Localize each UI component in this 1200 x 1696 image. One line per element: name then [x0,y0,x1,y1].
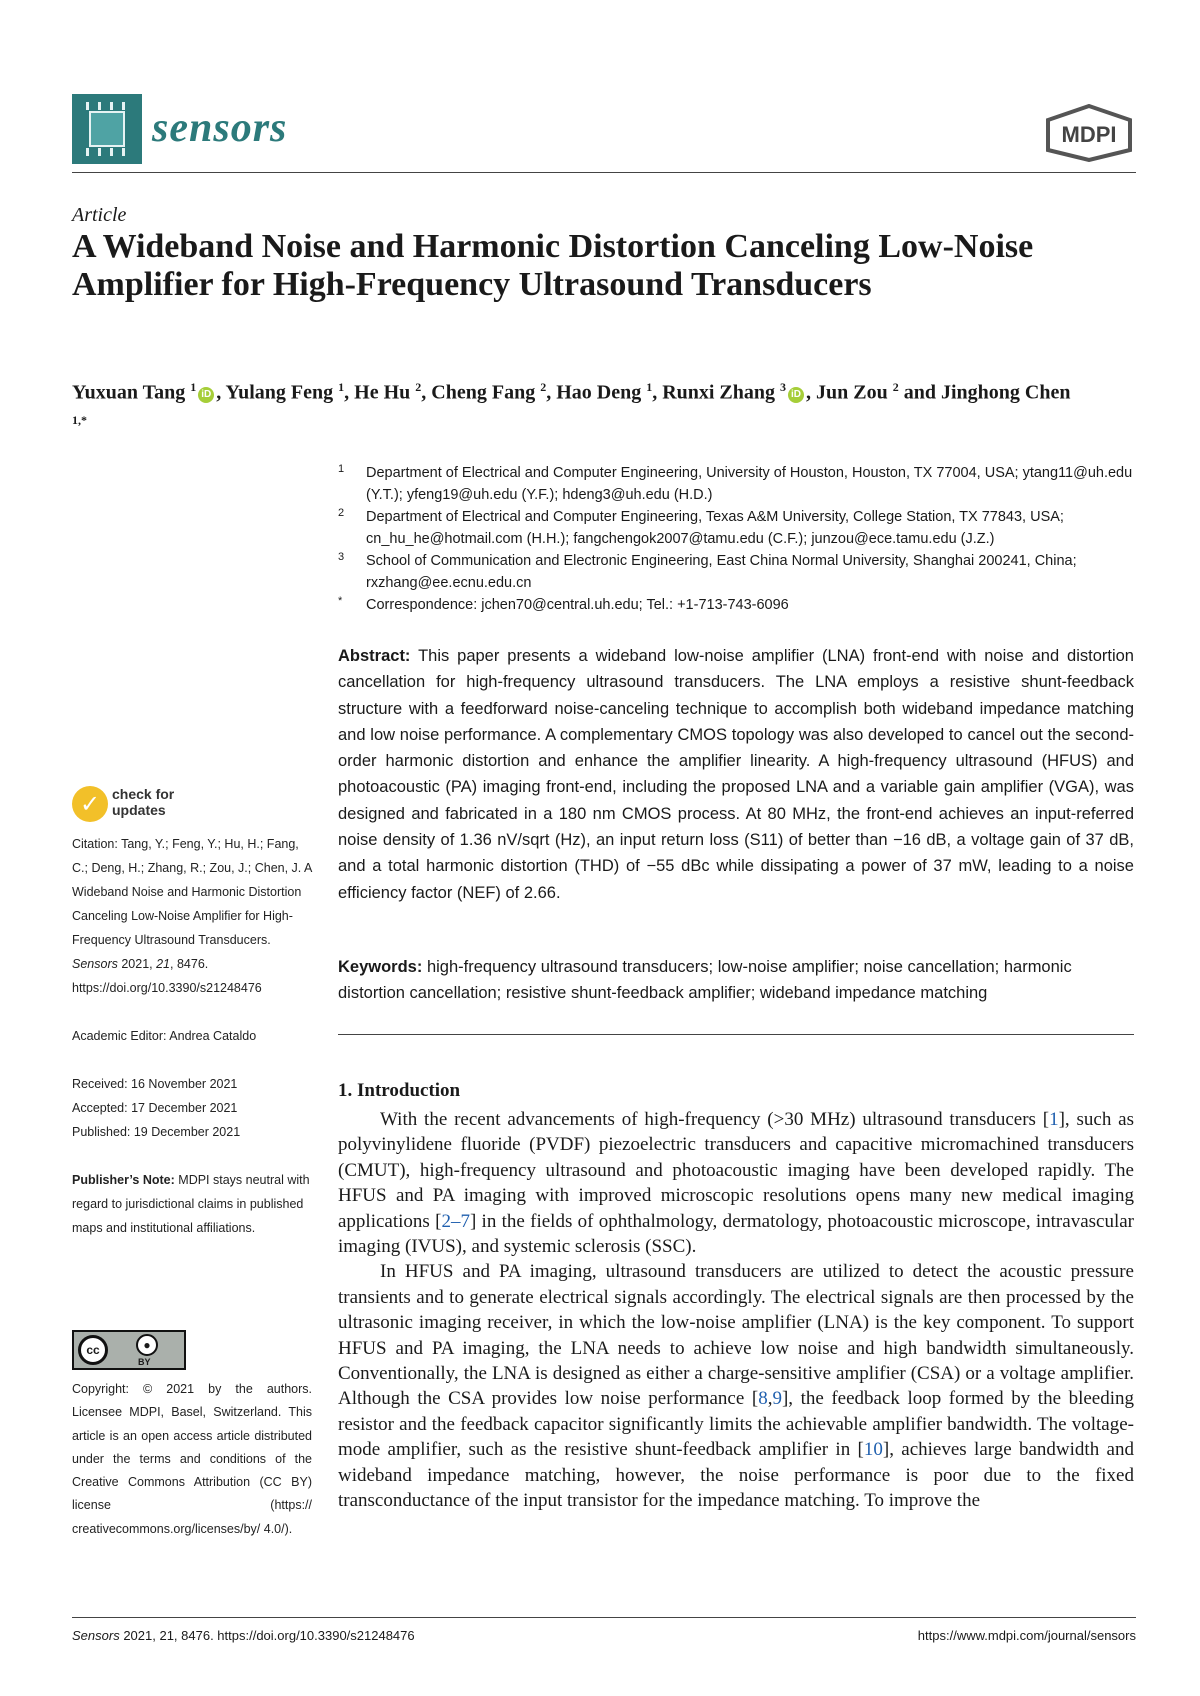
chip-pin [122,148,125,156]
author-affiliation-number: 1 [338,380,345,394]
ref-link-9[interactable]: 9 [772,1388,782,1410]
chip-pin [86,148,89,156]
author-affiliation-number: 2 [540,380,547,394]
intro-paragraph-1: With the recent advancements of high-frequency (>30 MHz) ultrasound transducers [1], such as polyvinylidene fluoride (PVDF) piezoelectric transducers and capacitive micromachined transducers (CMUT), high-frequency ultrasound and photoacoustic imaging have been developed rapidly. The HFUS and PA imaging with improved microscopic resolutions opens many new medical imaging applications [2–7] in the fields of ophthalmology, dermatology, photoacoustic microscope, intravascular imaging (IVUS), and systemic sclerosis (SSC). [338,1109,1134,1258]
person-icon: ● [136,1334,158,1356]
editor-label: Academic Editor: [72,1029,167,1043]
intro-paragraph-2: In HFUS and PA imaging, ultrasound transducers are utilized to detect the acoustic pressure transients and to generate electrical signals accordingly. The electrical signals are then processed by the ultrasonic imaging receiver, in which the low-noise amplifier (LNA) is the key component. To support HFUS and PA imaging, the LNA needs to achieve low noise and high bandwidth simultaneously. Conventionally, the LNA is designed as either a charge-sensitive amplifier (CSA) or a voltage amplifier. Although the CSA provides low noise performance [8,9], the feedback loop formed by the bleeding resistor and the feedback capacitor significantly limits the achievable amplifier bandwidth. The voltage-mode amplifier, such as the resistive shunt-feedback amplifier in [10], achieves large bandwidth and wideband impedance matching, however, the noise performance is poor due to the fixed transconductance of the input transistor for the impedance matching. To improve the [338,1261,1134,1512]
affiliation-item [338,594,1138,616]
author-affiliation-number: 1,* [72,412,87,427]
keywords-text: high-frequency ultrasound transducers; low-noise amplifier; noise cancellation; harmonic distortion cancellation; resistive shunt-feedback amplifier; wideband impedance matching [338,958,1072,1003]
editor-name: Andrea Cataldo [169,1029,257,1043]
chip-pin [122,102,125,110]
section-rule [338,1034,1134,1035]
citation-text: Tang, Y.; Feng, Y.; Hu, H.; Fang, C.; Deng, H.; Zhang, R.; Zou, J.; Chen, J. A Wideband Noise and Harmonic Distortion Canceling Low-Noise Amplifier for High-Frequency Ultrasound Transducers. [72,837,312,947]
orcid-icon[interactable]: iD [198,387,214,403]
article-type: Article [72,204,127,226]
by-label: BY [138,1357,151,1367]
chip-pin [98,148,101,156]
copyright-notice: Copyright: © 2021 by the authors. Licensee MDPI, Basel, Switzerland. This article is an open access article distributed under the terms and conditions of the Creative Commons Attribution (CC BY) license (https:// creativecommons.org/licenses/by/ 4.0/). [72,1382,312,1536]
abstract-label: Abstract: [338,647,411,665]
ref-link-10[interactable]: 10 [863,1439,883,1461]
author-list: Yuxuan Tang $^1$iD , Yulang Feng $^1$, He Hu $^2$, Cheng Fang $^2$, Hao Deng $^1$, Runxi Zhang $^3$iD , Jun Zou $^2$ and Jinghong Chen $^{1,*}$ [72,380,1071,427]
affiliation-item [338,506,1138,550]
academic-editor [72,1024,312,1048]
chip-pin [86,102,89,110]
affiliation-item [338,550,1138,594]
footer-citation-rest[interactable]: 2021, 21, 8476. https://doi.org/10.3390/s21248476 [123,1628,415,1643]
check-for-updates-text[interactable] [112,786,174,818]
keywords [338,954,1134,1007]
chip-pin [110,102,113,110]
citation-journal: Sensors [72,957,118,971]
check-icon: ✓ [80,790,101,818]
author-name: Jun Zou [816,381,893,404]
author-name: Hao Deng [556,381,647,404]
citation-year: 2021 [121,957,150,971]
author-name: Runxi Zhang [662,381,781,404]
affiliation-text: School of Communication and Electronic Engineering, East China Normal University, Shanghai 200241, China; rxzhang@ee.ecnu.edu.cn [366,553,1077,591]
author-affiliation-number: 2 [415,380,422,394]
author-name: Yulang Feng [225,381,339,404]
accepted-date: Accepted: 17 December 2021 [72,1101,238,1115]
citation-label: Citation: [72,837,118,851]
author-name: Jinghong Chen [941,381,1071,404]
paper-title: A Wideband Noise and Harmonic Distortion Canceling Low-Noise Amplifier for High-Frequency Ultrasound Transducers [72,228,1034,303]
journal-logo [72,94,142,164]
ref-link-1[interactable]: 1 [1049,1109,1059,1130]
mdpi-logo-text: MDPI [1061,122,1117,147]
publisher-note-text: MDPI stays neutral with regard to jurisdictional claims in published maps and institutional affiliations. [72,1173,310,1235]
footer-journal: Sensors [72,1628,120,1643]
section-heading: 1. Introduction [338,1080,461,1101]
author-name: He Hu [354,381,416,404]
affiliation-text: Department of Electrical and Computer Engineering, Texas A&M University, College Station, TX 77843, USA; cn_hu_he@hotmail.com (H.H.); fangchengok2007@tamu.edu (C.F.); junzou@ece.tamu.edu (J.Z.) [366,509,1064,547]
check-updates-line1: check for [112,786,175,802]
sidebar-info [72,832,312,1264]
header-rule [72,172,1136,173]
abstract [338,643,1134,906]
chip-pin [110,148,113,156]
author-affiliation-number: 2 [892,380,899,394]
cc-by-license-badge[interactable] [72,1330,186,1370]
chip-pin [98,102,101,110]
author-name: Cheng Fang [431,381,541,404]
abstract-text: This paper presents a wideband low-noise amplifier (LNA) front-end with noise and distortion cancellation for high-frequency ultrasound transducers. The LNA employs a resistive shunt-feedback structure with a feedforward noise-canceling technique to accomplish both wideband impedance matching and low noise performance. A complementary CMOS topology was also developed to cancel out the second-order harmonic distortion and enhance the amplifier linearity. A high-frequency ultrasound (HFUS) and photoacoustic (PA) imaging front-end, including the proposed LNA and a variable gain amplifier (VGA), was designed and fabricated in a 180 nm CMOS process. At 80 MHz, the front-end achieves an input-referred noise density of 1.36 nV/sqrt (Hz), an input return loss (S11) of better than −16 dB, a voltage gain of 37 dB, and a total harmonic distortion (THD) of −55 dBc while dissipating a power of 37 mW, leading to a noise efficiency factor (NEF) of 2.66. [338,647,1134,902]
dates-block [72,1072,312,1144]
footer-journal-url[interactable]: https://www.mdpi.com/journal/sensors [917,1628,1136,1643]
cc-icon: cc [78,1335,108,1365]
affiliation-item [338,462,1138,506]
publisher-note [72,1168,312,1240]
chip-icon [89,111,125,147]
citation-doi-link[interactable]: https://doi.org/10.3390/s21248476 [72,981,262,995]
affiliation-number: 1 [338,463,345,475]
keywords-label: Keywords: [338,958,423,976]
affiliations [338,462,1138,616]
affiliation-text: Department of Electrical and Computer Engineering, University of Houston, Houston, TX 77004, USA; ytang11@uh.edu (Y.T.); yfeng19@uh.edu (Y.F.); hdeng3@uh.edu (H.D.) [366,465,1133,503]
author-affiliation-number: 3 [780,380,787,394]
affiliation-number: 3 [338,551,345,563]
ref-link-8[interactable]: 8 [758,1388,768,1410]
author-name: Yuxuan Tang [72,381,191,404]
affiliation-text: Correspondence: jchen70@central.uh.edu; Tel.: +1-713-743-6096 [366,597,789,613]
mdpi-logo [1042,104,1136,162]
check-updates-line2: updates [112,802,166,818]
ref-link-2-7[interactable]: 2–7 [441,1210,470,1232]
footer-citation [72,1628,415,1643]
author-affiliation-number: 1 [190,380,197,394]
citation-volume: 21 [156,957,171,971]
introduction-body [338,1107,1134,1514]
publisher-note-label: Publisher’s Note: [72,1173,175,1187]
received-date: Received: 16 November 2021 [72,1077,238,1091]
affiliation-number: 2 [338,507,345,519]
citation-pages: 8476. [176,957,209,971]
author-affiliation-number: 1 [646,380,653,394]
citation-block: Citation: Tang, Y.; Feng, Y.; Hu, H.; Fang, C.; Deng, H.; Zhang, R.; Zou, J.; Chen, J. A Wideband Noise and Harmonic Distortion Canceling Low-Noise Amplifier for High-Frequency Ultrasound Transducers. Sensors 2021, 21, 8476. https://doi.org/10.3390/s21248476 [72,837,312,995]
journal-name: sensors [152,105,288,151]
published-date: Published: 19 December 2021 [72,1125,241,1139]
orcid-icon[interactable]: iD [788,387,804,403]
footer-rule [72,1617,1136,1618]
affiliation-number: * [338,595,343,607]
